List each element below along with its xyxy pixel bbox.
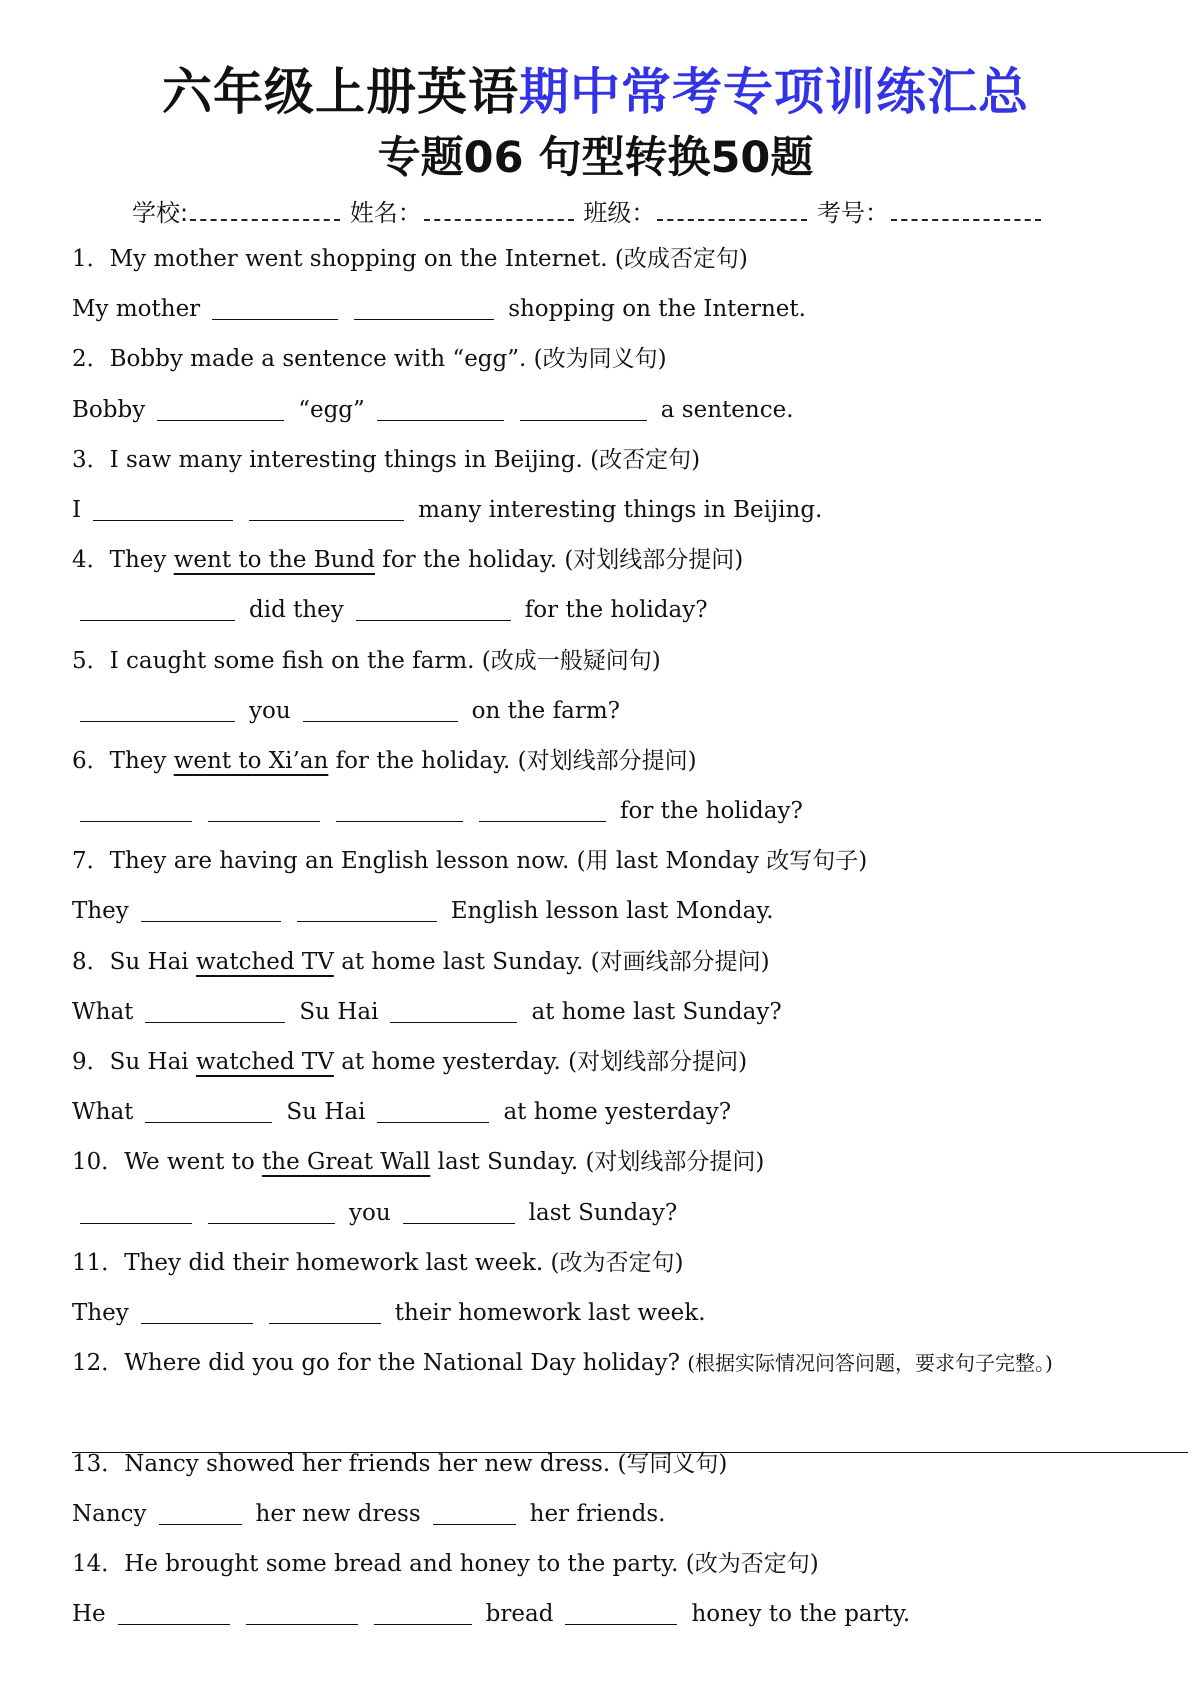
sentence-text: for the holiday. (对划线部分提问)	[328, 747, 697, 774]
sentence-text: He	[72, 1601, 106, 1628]
answer-blank[interactable]	[246, 1602, 358, 1625]
sentence-text: What	[72, 998, 134, 1025]
answer-blank[interactable]	[403, 1201, 515, 1224]
answer-blank[interactable]	[269, 1301, 381, 1324]
sentence-text: 9．Su Hai	[72, 1049, 196, 1075]
sentence-text: Su Hai	[286, 1099, 366, 1126]
answer-blank[interactable]	[208, 799, 320, 822]
exercise-line	[72, 1388, 1132, 1438]
underlined-phrase: went to Xi’an	[173, 747, 329, 774]
exercise-line	[72, 435, 1132, 485]
exam-number-label: 考号：	[817, 199, 890, 227]
name-label: 姓名：	[349, 199, 422, 227]
exercise-line	[72, 1137, 1132, 1187]
answer-line	[72, 886, 1132, 936]
sentence-text: on the farm?	[471, 697, 620, 724]
answer-line	[72, 786, 1132, 836]
sentence-text: bread	[485, 1601, 554, 1628]
answer-line	[72, 686, 1132, 736]
answer-blank[interactable]	[141, 899, 281, 922]
answer-line	[72, 1288, 1132, 1338]
sentence-text: last Sunday?	[528, 1199, 678, 1226]
title-black: 六年级上册英语	[162, 63, 519, 121]
answer-blank[interactable]	[159, 1502, 242, 1525]
sentence-text: her new dress	[255, 1500, 421, 1527]
sentence-text: her friends.	[529, 1500, 666, 1527]
answer-blank[interactable]	[356, 598, 511, 621]
answer-blank[interactable]	[80, 598, 235, 621]
answer-blank[interactable]	[80, 799, 192, 822]
sentence-text: at home last Sunday. (对画线部分提问)	[333, 948, 770, 975]
sentence-text: 4．They	[72, 547, 174, 574]
answer-blank[interactable]	[249, 498, 404, 521]
answer-blank[interactable]	[297, 899, 437, 922]
page-subtitle: 专题06 句型转换50题	[377, 133, 814, 183]
answer-line	[72, 1188, 1132, 1238]
exercise-line	[72, 736, 1132, 786]
answer-blank[interactable]	[390, 1000, 517, 1023]
sentence-text: honey to the party.	[691, 1601, 911, 1628]
answer-line	[72, 385, 1132, 435]
sentence-text: 14．He brought some bread and honey to the party. (改为否定句)	[72, 1550, 819, 1577]
answer-blank[interactable]	[141, 1301, 253, 1324]
sentence-text: at home last Sunday?	[531, 998, 782, 1025]
answer-blank[interactable]	[93, 498, 233, 521]
exercise-line	[72, 937, 1132, 987]
answer-blank[interactable]	[80, 1201, 192, 1224]
exam-number-field[interactable]	[891, 201, 1041, 221]
sentence-text: 8．Su Hai	[72, 948, 196, 975]
exercise-line	[72, 535, 1132, 585]
underlined-phrase: the Great Wall	[262, 1149, 431, 1176]
underlined-phrase: watched TV	[195, 948, 334, 975]
sentence-text: at home yesterday?	[503, 1099, 732, 1126]
sentence-text: shopping on the Internet.	[508, 296, 806, 323]
answer-blank[interactable]	[565, 1602, 677, 1625]
answer-blank[interactable]	[377, 398, 504, 421]
sentence-text: for the holiday?	[620, 798, 803, 825]
school-label: 学校:	[132, 199, 189, 227]
answer-blank[interactable]	[433, 1502, 516, 1525]
exercise-line	[72, 836, 1132, 886]
answer-blank[interactable]	[354, 297, 494, 320]
sentence-text: for the holiday?	[524, 597, 708, 624]
sentence-text: did they	[249, 597, 344, 624]
exercise-line	[72, 1238, 1132, 1288]
class-field[interactable]	[657, 201, 807, 221]
sentence-text: a sentence.	[660, 396, 794, 423]
sentence-text: 6．They	[72, 747, 174, 774]
answer-blank[interactable]	[118, 1602, 230, 1625]
sentence-text: 11．They did their homework last week. (改为否定句)	[72, 1249, 684, 1276]
exercise-line	[72, 1439, 1132, 1489]
sentence-text: They	[72, 1299, 129, 1326]
title-blue: 期中常考专项训练汇总	[519, 63, 1029, 121]
answer-line	[72, 585, 1132, 635]
sentence-text: Bobby	[72, 396, 146, 423]
answer-blank[interactable]	[145, 1100, 272, 1123]
exercise-list	[72, 234, 1132, 1639]
sentence-text: Su Hai	[299, 998, 379, 1025]
sentence-text: last Sunday. (对划线部分提问)	[430, 1149, 765, 1176]
answer-line	[72, 987, 1132, 1037]
sentence-text: you	[349, 1199, 391, 1226]
answer-blank[interactable]	[208, 1201, 335, 1224]
exercise-line	[72, 1037, 1132, 1087]
sentence-text: 12．Where did you go for the National Day holiday?	[72, 1350, 688, 1377]
sentence-text: 7．They are having an English lesson now. (用 last Monday 改写句子)	[72, 848, 868, 875]
sentence-text: Nancy	[72, 1500, 147, 1527]
answer-blank[interactable]	[520, 398, 647, 421]
student-info-form	[132, 193, 1043, 228]
sentence-text: at home yesterday. (对划线部分提问)	[333, 1049, 748, 1075]
answer-line	[72, 485, 1132, 535]
name-field[interactable]	[424, 201, 574, 221]
answer-blank[interactable]	[145, 1000, 285, 1023]
sentence-text: 13．Nancy showed her friends her new dress. (写同义句)	[72, 1450, 728, 1477]
answer-blank[interactable]	[303, 699, 458, 722]
sentence-text: English lesson last Monday.	[450, 898, 774, 925]
sentence-text: What	[72, 1099, 134, 1126]
answer-blank[interactable]	[80, 699, 235, 722]
instruction-note: (根据实际情况问答问题，要求句子完整。)	[687, 1351, 1053, 1376]
sentence-text: 5．I caught some fish on the farm. (改成一般疑问句)	[72, 647, 661, 674]
answer-blank[interactable]	[374, 1602, 472, 1625]
sentence-text: My mother	[72, 296, 201, 323]
sentence-text: They	[72, 898, 129, 925]
exercise-line	[72, 1338, 1132, 1388]
answer-blank[interactable]	[479, 799, 606, 822]
sentence-text: 3．I saw many interesting things in Beijing. (改否定句)	[72, 446, 701, 473]
sentence-text: 1．My mother went shopping on the Internet. (改成否定句)	[72, 246, 748, 272]
exercise-line	[72, 636, 1132, 686]
page-title	[0, 52, 1191, 124]
sentence-text: for the holiday. (对划线部分提问)	[375, 547, 744, 574]
underlined-phrase: went to the Bund	[173, 547, 375, 574]
answer-blank[interactable]	[336, 799, 463, 822]
sentence-text: you	[249, 697, 291, 724]
sentence-text: “egg”	[298, 396, 365, 423]
exercise-line	[72, 1589, 1132, 1639]
exercise-line	[72, 1539, 1132, 1589]
school-field[interactable]	[190, 201, 340, 221]
answer-blank[interactable]	[157, 398, 284, 421]
sentence-text: I	[72, 496, 82, 523]
sentence-text: their homework last week.	[394, 1299, 706, 1326]
exercise-line	[72, 1489, 1132, 1539]
underlined-phrase: watched TV	[195, 1049, 334, 1075]
sentence-text: 10．We went to	[72, 1149, 263, 1176]
answer-blank[interactable]	[377, 1100, 489, 1123]
answer-line	[72, 1087, 1132, 1137]
sentence-text: 2．Bobby made a sentence with “egg”. (改为同义句)	[72, 346, 667, 373]
exercise-line	[72, 334, 1132, 384]
exercise-line	[72, 234, 1132, 284]
answer-blank[interactable]	[212, 297, 338, 320]
class-label: 班级：	[583, 199, 656, 227]
answer-line	[72, 284, 1132, 334]
sentence-text: many interesting things in Beijing.	[418, 496, 823, 523]
